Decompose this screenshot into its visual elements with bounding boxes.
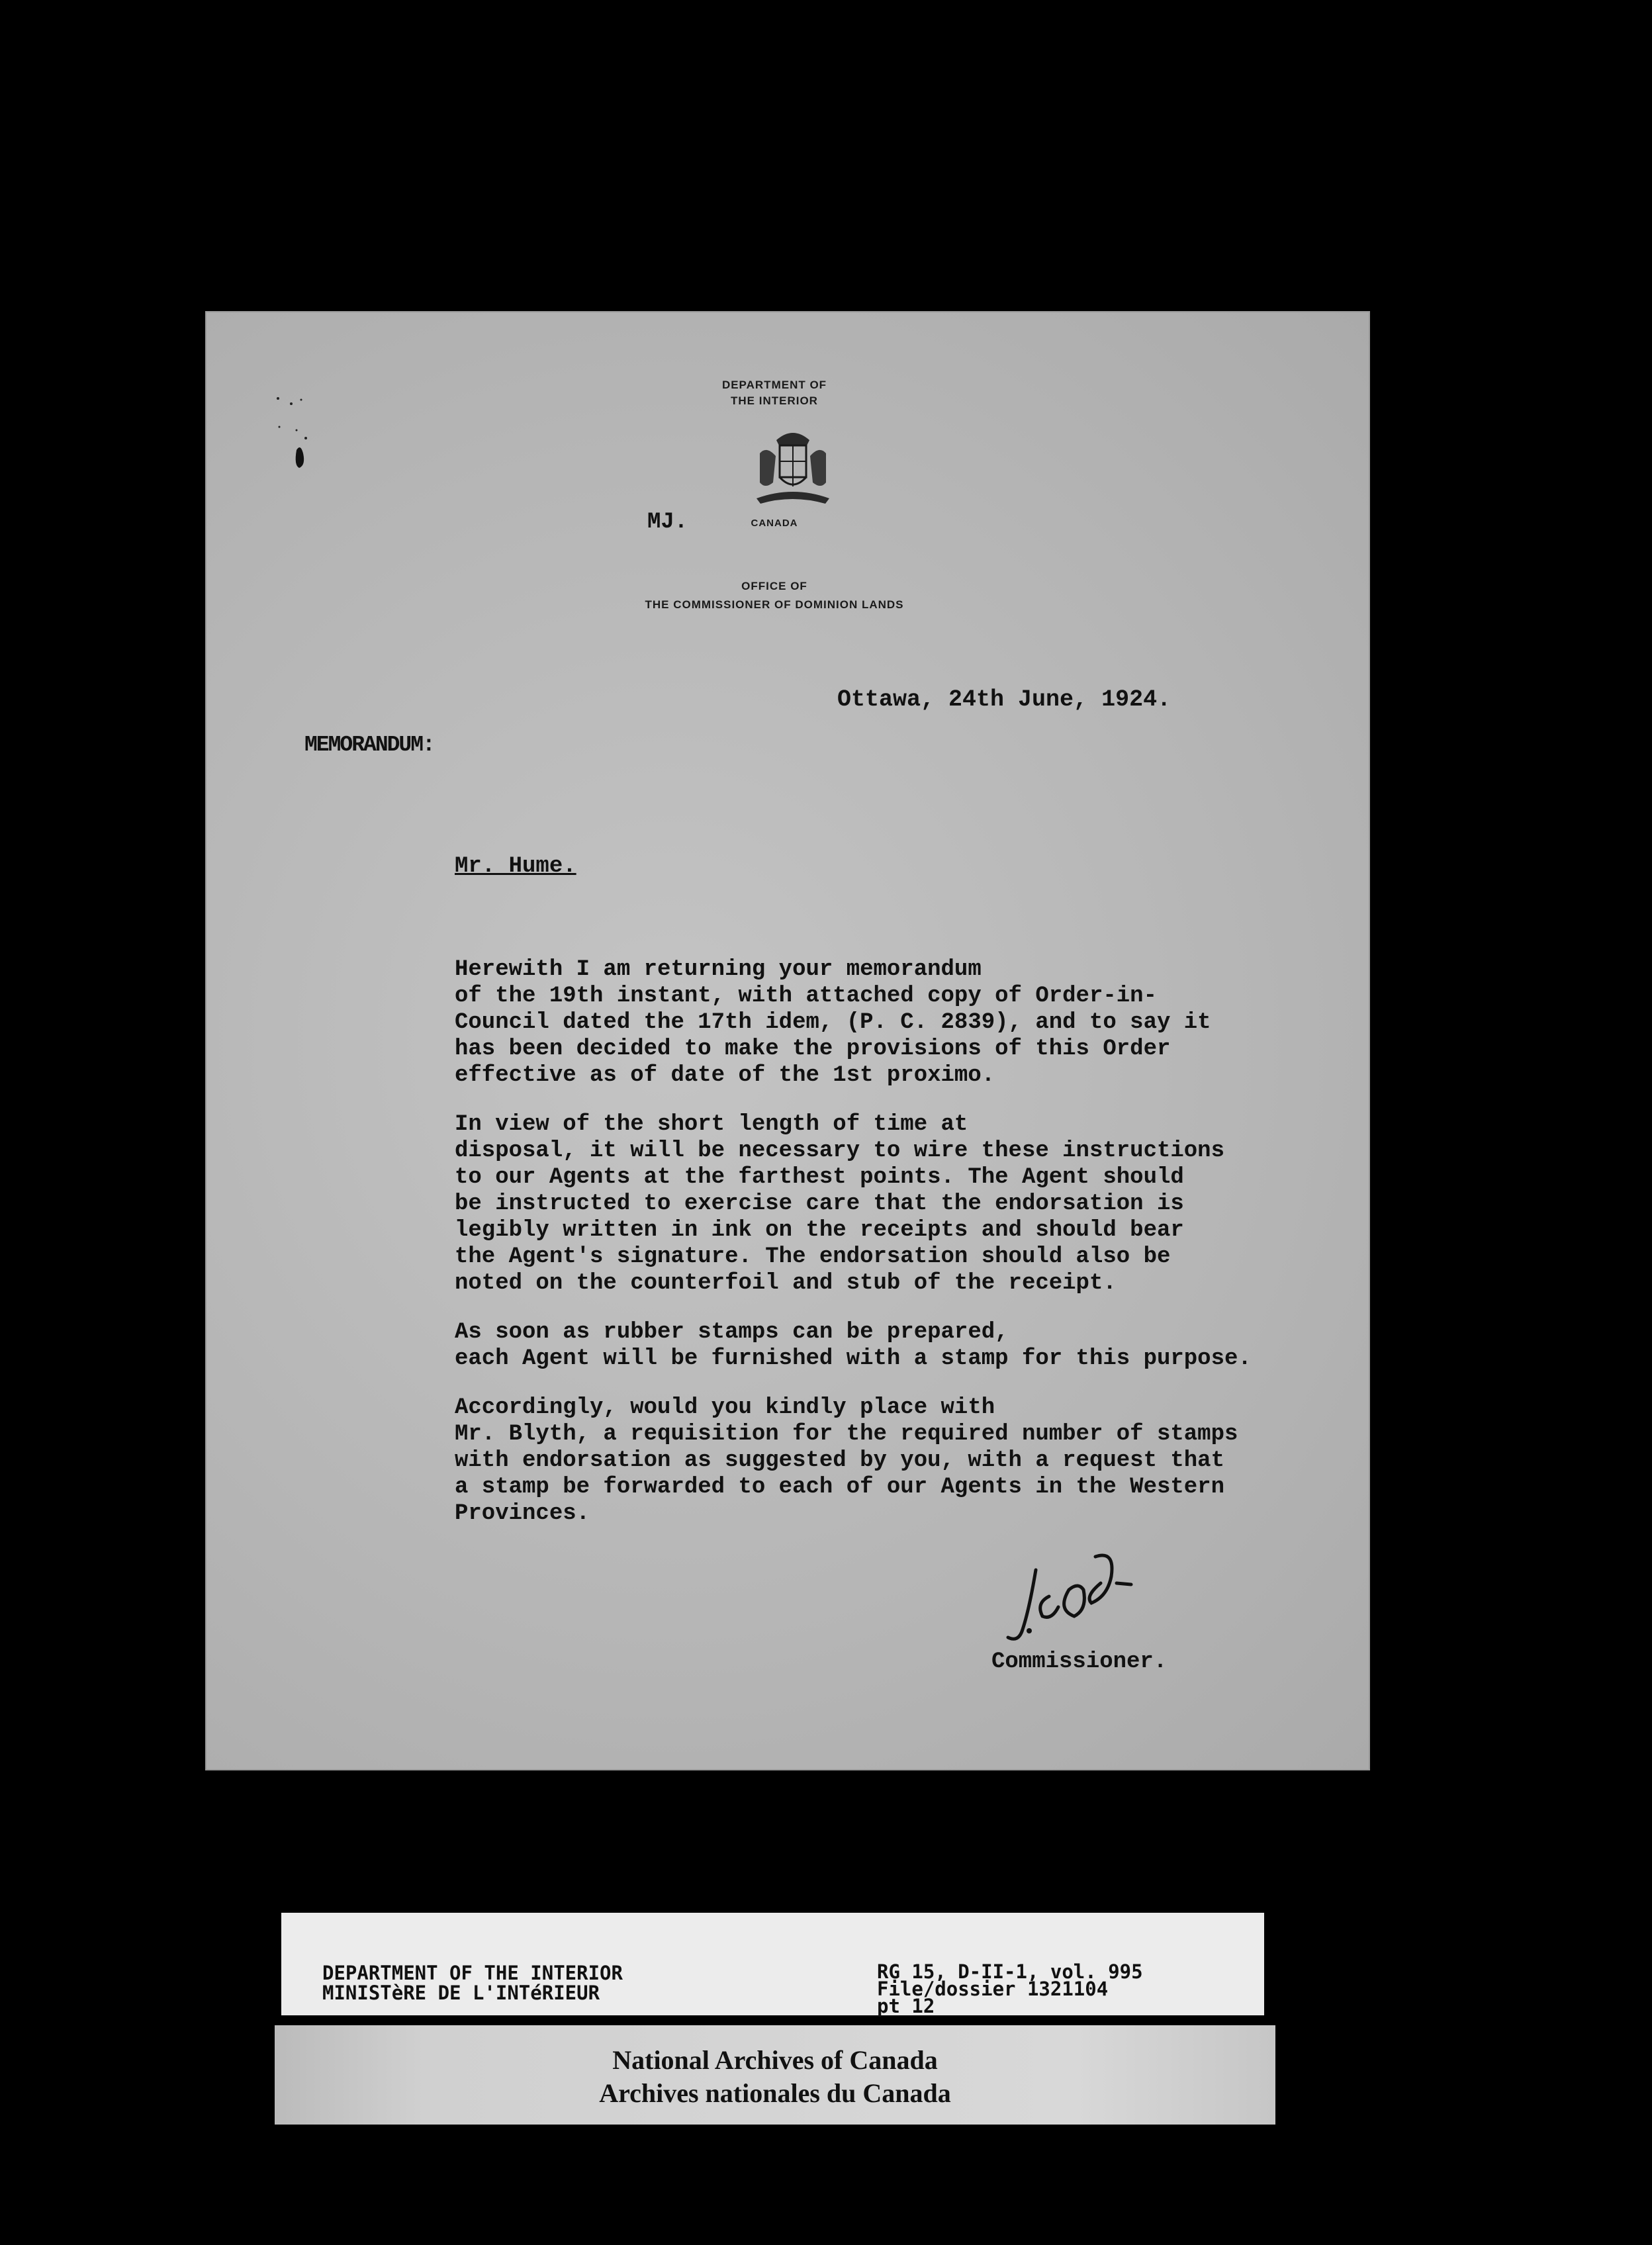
department-line-2: THE INTERIOR bbox=[731, 394, 818, 407]
archives-name-french: Archives nationales du Canada bbox=[599, 2078, 951, 2108]
archives-banner-text bbox=[275, 2044, 1275, 2110]
department-english: DEPARTMENT OF THE INTERIOR bbox=[322, 1962, 623, 1984]
punch-hole-marks bbox=[271, 390, 324, 496]
memo-label: MEMORANDUM: bbox=[304, 733, 434, 757]
signatory-title: Commissioner. bbox=[991, 1649, 1168, 1674]
memorandum-page bbox=[205, 311, 1370, 1770]
coat-of-arms-icon bbox=[747, 420, 839, 513]
part-number: pt 12 bbox=[877, 1995, 935, 2017]
department-label bbox=[322, 1963, 623, 2003]
archive-reference-label bbox=[281, 1913, 1264, 2015]
addressee-name: Mr. Hume. bbox=[455, 854, 576, 879]
file-number: File/dossier 1321104 bbox=[877, 1978, 1109, 2000]
department-french: MINISTèRE DE L'INTéRIEUR bbox=[322, 1982, 600, 2004]
addressee bbox=[455, 854, 576, 879]
letterhead-office bbox=[543, 577, 1006, 614]
dateline: Ottawa, 24th June, 1924. bbox=[837, 686, 1171, 713]
office-line-2: THE COMMISSIONER OF DOMINION LANDS bbox=[645, 598, 904, 611]
letterhead-department bbox=[675, 377, 874, 409]
typist-initials: MJ. bbox=[647, 510, 688, 535]
paragraph-4: Accordingly, would you kindly place with Mr. Blyth, a requisition for the required number of stamps with endorsation as suggested by you, with a request that a stamp be forwarded to each of our Agents in the Western Provinces. bbox=[455, 1395, 1238, 1526]
memo-body bbox=[455, 956, 1342, 1549]
office-line-1: OFFICE OF bbox=[741, 580, 807, 592]
record-group: RG 15, D-II-1, vol. 995 bbox=[877, 1960, 1143, 1983]
paragraph-3: As soon as rubber stamps can be prepared, each Agent will be furnished with a stamp for this purpose. bbox=[455, 1320, 1252, 1371]
archives-banner bbox=[275, 2025, 1275, 2125]
letterhead-country: CANADA bbox=[751, 518, 798, 529]
paragraph-2: In view of the short length of time at disposal, it will be necessary to wire these instructions to our Agents at the farthest points. The Agent should be instructed to exercise care that the endorsation is legibly written in ink on the receipts and should bear the Agent's signature. The endorsation should also be noted on the counterfoil and stub of the receipt. bbox=[455, 1112, 1224, 1296]
department-line-1: DEPARTMENT OF bbox=[721, 379, 827, 391]
file-reference bbox=[877, 1960, 1143, 2017]
archives-name-english: National Archives of Canada bbox=[612, 2045, 938, 2075]
paragraph-1: Herewith I am returning your memorandum of the 19th instant, with attached copy of Order-in- Council dated the 17th idem, (P. C. 2839), and to say it has been decided to make the provisions of this Order effective as of date of the 1st proximo. bbox=[455, 957, 1211, 1088]
